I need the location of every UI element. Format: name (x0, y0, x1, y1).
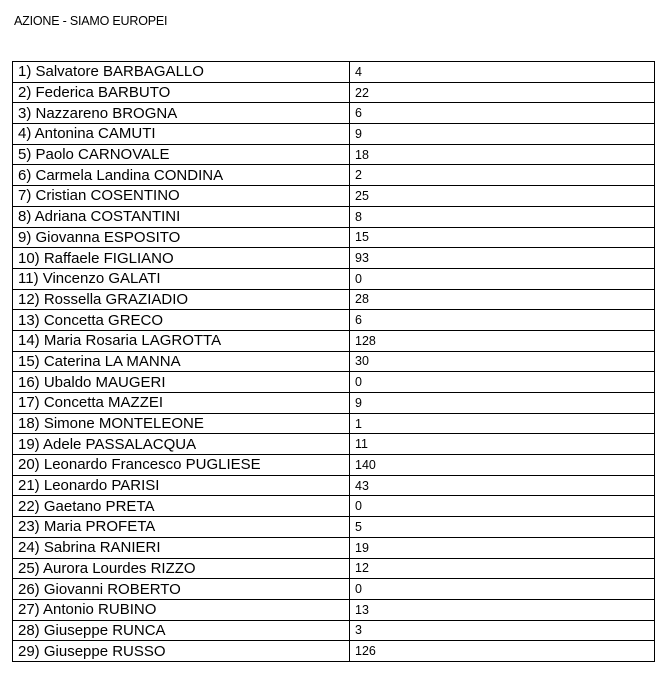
vote-count-cell: 13 (350, 599, 655, 620)
table-row (13, 475, 655, 496)
candidate-name-cell: 11) Vincenzo GALATI (13, 268, 350, 289)
document-title: AZIONE - SIAMO EUROPEI (14, 14, 168, 28)
table-row (13, 517, 655, 538)
vote-count-cell: 1 (350, 413, 655, 434)
vote-count-cell: 4 (350, 62, 655, 83)
candidate-name-cell: 15) Caterina LA MANNA (13, 351, 350, 372)
candidate-name-cell: 10) Raffaele FIGLIANO (13, 248, 350, 269)
candidate-name-cell: 3) Nazzareno BROGNA (13, 103, 350, 124)
candidate-name-cell: 23) Maria PROFETA (13, 517, 350, 538)
vote-count-cell: 2 (350, 165, 655, 186)
vote-count-cell: 9 (350, 393, 655, 414)
table-row (13, 434, 655, 455)
vote-count-cell: 15 (350, 227, 655, 248)
candidate-name-cell: 24) Sabrina RANIERI (13, 537, 350, 558)
candidate-name-cell: 27) Antonio RUBINO (13, 599, 350, 620)
candidate-name-cell: 20) Leonardo Francesco PUGLIESE (13, 455, 350, 476)
candidate-name-cell: 8) Adriana COSTANTINI (13, 206, 350, 227)
table-row (13, 227, 655, 248)
vote-count-cell: 9 (350, 124, 655, 145)
table-body (13, 62, 655, 662)
table-row (13, 248, 655, 269)
vote-count-cell: 11 (350, 434, 655, 455)
table-row (13, 310, 655, 331)
table-row (13, 124, 655, 145)
vote-count-cell: 22 (350, 82, 655, 103)
table-row (13, 186, 655, 207)
candidate-name-cell: 7) Cristian COSENTINO (13, 186, 350, 207)
vote-count-cell: 93 (350, 248, 655, 269)
table-row (13, 62, 655, 83)
candidate-name-cell: 9) Giovanna ESPOSITO (13, 227, 350, 248)
vote-count-cell: 140 (350, 455, 655, 476)
table-row (13, 579, 655, 600)
vote-count-cell: 28 (350, 289, 655, 310)
candidate-name-cell: 19) Adele PASSALACQUA (13, 434, 350, 455)
vote-count-cell: 12 (350, 558, 655, 579)
candidate-name-cell: 17) Concetta MAZZEI (13, 393, 350, 414)
candidate-votes-table (12, 61, 655, 662)
candidate-name-cell: 14) Maria Rosaria LAGROTTA (13, 330, 350, 351)
candidate-name-cell: 16) Ubaldo MAUGERI (13, 372, 350, 393)
vote-count-cell: 8 (350, 206, 655, 227)
candidate-name-cell: 28) Giuseppe RUNCA (13, 620, 350, 641)
table-row (13, 144, 655, 165)
candidate-name-cell: 1) Salvatore BARBAGALLO (13, 62, 350, 83)
vote-count-cell: 128 (350, 330, 655, 351)
candidate-name-cell: 26) Giovanni ROBERTO (13, 579, 350, 600)
table-row (13, 103, 655, 124)
table-row (13, 268, 655, 289)
vote-count-cell: 25 (350, 186, 655, 207)
table-row (13, 413, 655, 434)
table-row (13, 496, 655, 517)
table-row (13, 289, 655, 310)
vote-count-cell: 6 (350, 103, 655, 124)
candidate-name-cell: 6) Carmela Landina CONDINA (13, 165, 350, 186)
table-row (13, 641, 655, 662)
candidate-name-cell: 5) Paolo CARNOVALE (13, 144, 350, 165)
table-row (13, 351, 655, 372)
table-row (13, 558, 655, 579)
vote-count-cell: 30 (350, 351, 655, 372)
vote-count-cell: 18 (350, 144, 655, 165)
candidate-name-cell: 12) Rossella GRAZIADIO (13, 289, 350, 310)
vote-count-cell: 0 (350, 579, 655, 600)
table-row (13, 620, 655, 641)
table-row (13, 165, 655, 186)
candidate-name-cell: 25) Aurora Lourdes RIZZO (13, 558, 350, 579)
table-row (13, 393, 655, 414)
vote-count-cell: 0 (350, 496, 655, 517)
vote-count-cell: 0 (350, 372, 655, 393)
table-row (13, 455, 655, 476)
vote-count-cell: 19 (350, 537, 655, 558)
table-row (13, 372, 655, 393)
table-row (13, 599, 655, 620)
vote-count-cell: 126 (350, 641, 655, 662)
vote-count-cell: 0 (350, 268, 655, 289)
candidate-name-cell: 29) Giuseppe RUSSO (13, 641, 350, 662)
vote-count-cell: 6 (350, 310, 655, 331)
vote-count-cell: 5 (350, 517, 655, 538)
candidate-name-cell: 4) Antonina CAMUTI (13, 124, 350, 145)
vote-count-cell: 43 (350, 475, 655, 496)
table-row (13, 330, 655, 351)
table-row (13, 206, 655, 227)
candidate-name-cell: 13) Concetta GRECO (13, 310, 350, 331)
table-row (13, 82, 655, 103)
candidate-name-cell: 18) Simone MONTELEONE (13, 413, 350, 434)
vote-count-cell: 3 (350, 620, 655, 641)
candidate-name-cell: 22) Gaetano PRETA (13, 496, 350, 517)
candidate-name-cell: 21) Leonardo PARISI (13, 475, 350, 496)
table-row (13, 537, 655, 558)
candidate-name-cell: 2) Federica BARBUTO (13, 82, 350, 103)
